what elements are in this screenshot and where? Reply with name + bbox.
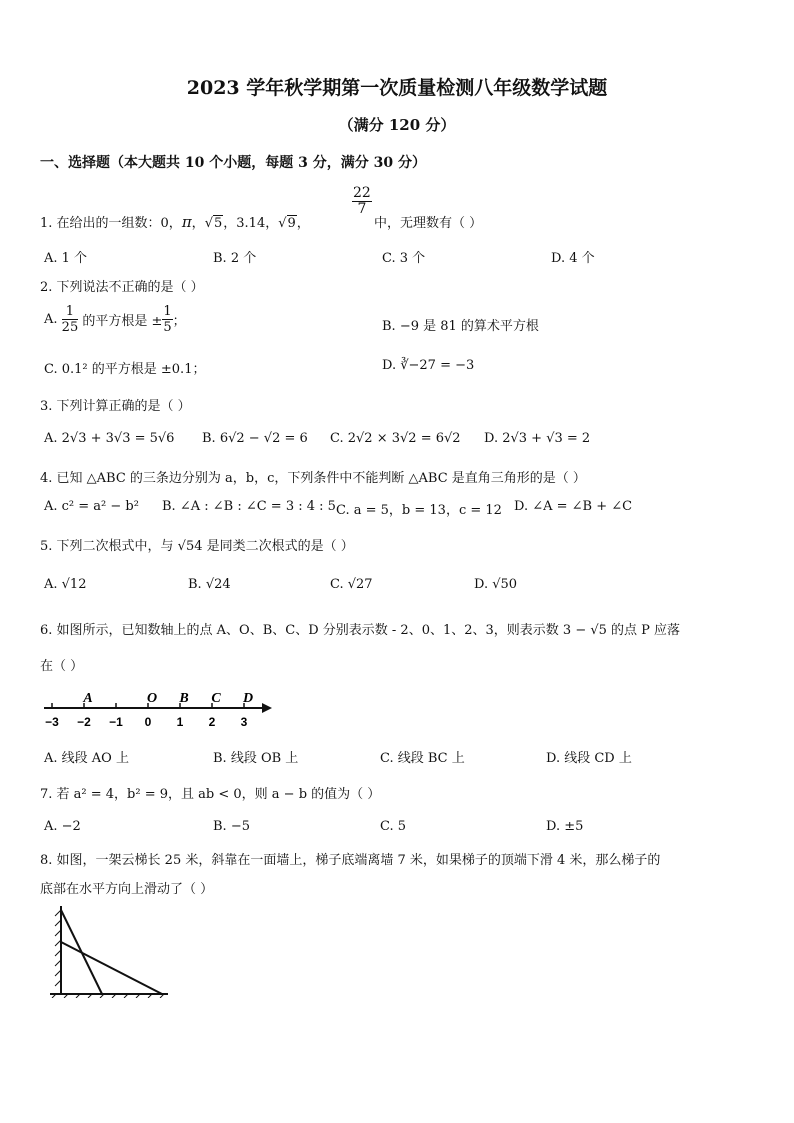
- question-8-stem-line1: 8. 如图，一架云梯长 25 米，斜靠在一面墙上，梯子底端离墙 7 米，如果梯子的顶端下滑 4 米，那么梯子的: [40, 853, 661, 868]
- question-1-stem-end: 中，无理数有（ ）: [374, 216, 483, 231]
- question-2-option-b[interactable]: B. −9 是 81 的算术平方根: [382, 319, 539, 334]
- question-3-stem: 3. 下列计算正确的是（ ）: [40, 399, 191, 414]
- number-line-tick-label: 0: [144, 715, 152, 729]
- question-2-option-a[interactable]: A. $\frac{1}{25}$ 的平方根是 ± $\frac{1}{5}$ ；: [44, 304, 186, 335]
- question-1-option-d[interactable]: D. 4 个: [551, 251, 595, 266]
- question-1-option-c[interactable]: C. 3 个: [382, 251, 426, 266]
- ground-hatching: [50, 994, 168, 998]
- number-line-point-label: A: [83, 691, 93, 706]
- question-5-option-a[interactable]: A. √12: [44, 577, 87, 592]
- number-line-tick-label: −2: [77, 715, 91, 729]
- question-2-option-c[interactable]: C. 0.1² 的平方根是 ±0.1；: [44, 362, 206, 377]
- section-heading: 一、选择题（本大题共 10 个小题，每题 3 分，满分 30 分）: [40, 155, 426, 171]
- question-1-stem: 1. 在给出的一组数：0，π，√5，3.14，√9，: [40, 213, 310, 231]
- ladder-slid: [61, 942, 162, 994]
- question-6-stem-line1: 6. 如图所示，已知数轴上的点 A、O、B、C、D 分别表示数 - 2、0、1、2、3，则表示数 3 − √5 的点 P 应落: [40, 623, 681, 638]
- question-7-option-a[interactable]: A. −2: [44, 819, 81, 834]
- question-1-fraction: $\frac{22}{7}$: [353, 185, 371, 217]
- question-7-option-b[interactable]: B. −5: [213, 819, 250, 834]
- question-5-option-c[interactable]: C. √27: [330, 577, 373, 592]
- question-8-stem-line2: 底部在水平方向上滑动了（ ）: [40, 882, 214, 897]
- question-5-option-d[interactable]: D. √50: [474, 577, 518, 592]
- question-7-option-c[interactable]: C. 5: [380, 819, 407, 834]
- number-line-tick-label: −1: [109, 715, 123, 729]
- question-6-option-d[interactable]: D. 线段 CD 上: [546, 751, 632, 766]
- question-4-option-b[interactable]: B. ∠A : ∠B : ∠C = 3 : 4 : 5: [162, 499, 336, 514]
- question-4-option-a[interactable]: A. c² = a² − b²: [44, 499, 139, 514]
- number-line-arrow: [262, 703, 272, 713]
- question-1-option-a[interactable]: A. 1 个: [44, 251, 88, 266]
- question-4-option-c[interactable]: C. a = 5，b = 13，c = 12: [336, 503, 502, 518]
- question-2-stem: 2. 下列说法不正确的是（ ）: [40, 280, 204, 295]
- question-6-option-b[interactable]: B. 线段 OB 上: [213, 751, 299, 766]
- question-4-stem: 4. 已知 △ABC 的三条边分别为 a，b，c，下列条件中不能判断 △ABC 是直角三角形的是（ ）: [40, 471, 586, 486]
- question-2-option-d[interactable]: D. ∛−27 = −3: [382, 358, 475, 373]
- number-line-tick-label: −3: [45, 715, 59, 729]
- question-3-option-a[interactable]: A. 2√3 + 3√3 = 5√6: [44, 431, 175, 446]
- number-line-figure: [40, 686, 280, 732]
- number-line-point-label: C: [211, 691, 221, 706]
- number-line-point-label: B: [179, 691, 189, 706]
- number-line-tick-label: 3: [240, 715, 248, 729]
- page-subtitle: （满分 120 分）: [338, 116, 456, 134]
- ladder-figure: [44, 902, 176, 998]
- number-line-point-label: O: [146, 691, 158, 706]
- question-6-stem-line2: 在（ ）: [40, 659, 84, 674]
- number-line-tick-label: 1: [176, 715, 184, 729]
- wall-hatching: [55, 906, 61, 994]
- question-3-option-b[interactable]: B. 6√2 − √2 = 6: [202, 431, 308, 446]
- question-3-option-d[interactable]: D. 2√3 + √3 = 2: [484, 431, 591, 446]
- question-6-option-a[interactable]: A. 线段 AO 上: [44, 751, 129, 766]
- question-7-stem: 7. 若 a² = 4，b² = 9，且 ab < 0，则 a − b 的值为（ ）: [40, 787, 381, 802]
- question-5-option-b[interactable]: B. √24: [188, 577, 231, 592]
- question-1-option-b[interactable]: B. 2 个: [213, 251, 257, 266]
- question-5-stem: 5. 下列二次根式中，与 √54 是同类二次根式的是（ ）: [40, 539, 354, 554]
- question-3-option-c[interactable]: C. 2√2 × 3√2 = 6√2: [330, 431, 461, 446]
- number-line-tick-label: 2: [208, 715, 216, 729]
- page-title: 2023 学年秋学期第一次质量检测八年级数学试题: [186, 77, 608, 99]
- number-line-point-label: D: [242, 691, 254, 706]
- question-7-option-d[interactable]: D. ±5: [546, 819, 584, 834]
- question-6-option-c[interactable]: C. 线段 BC 上: [380, 751, 465, 766]
- question-4-option-d[interactable]: D. ∠A = ∠B + ∠C: [514, 499, 633, 514]
